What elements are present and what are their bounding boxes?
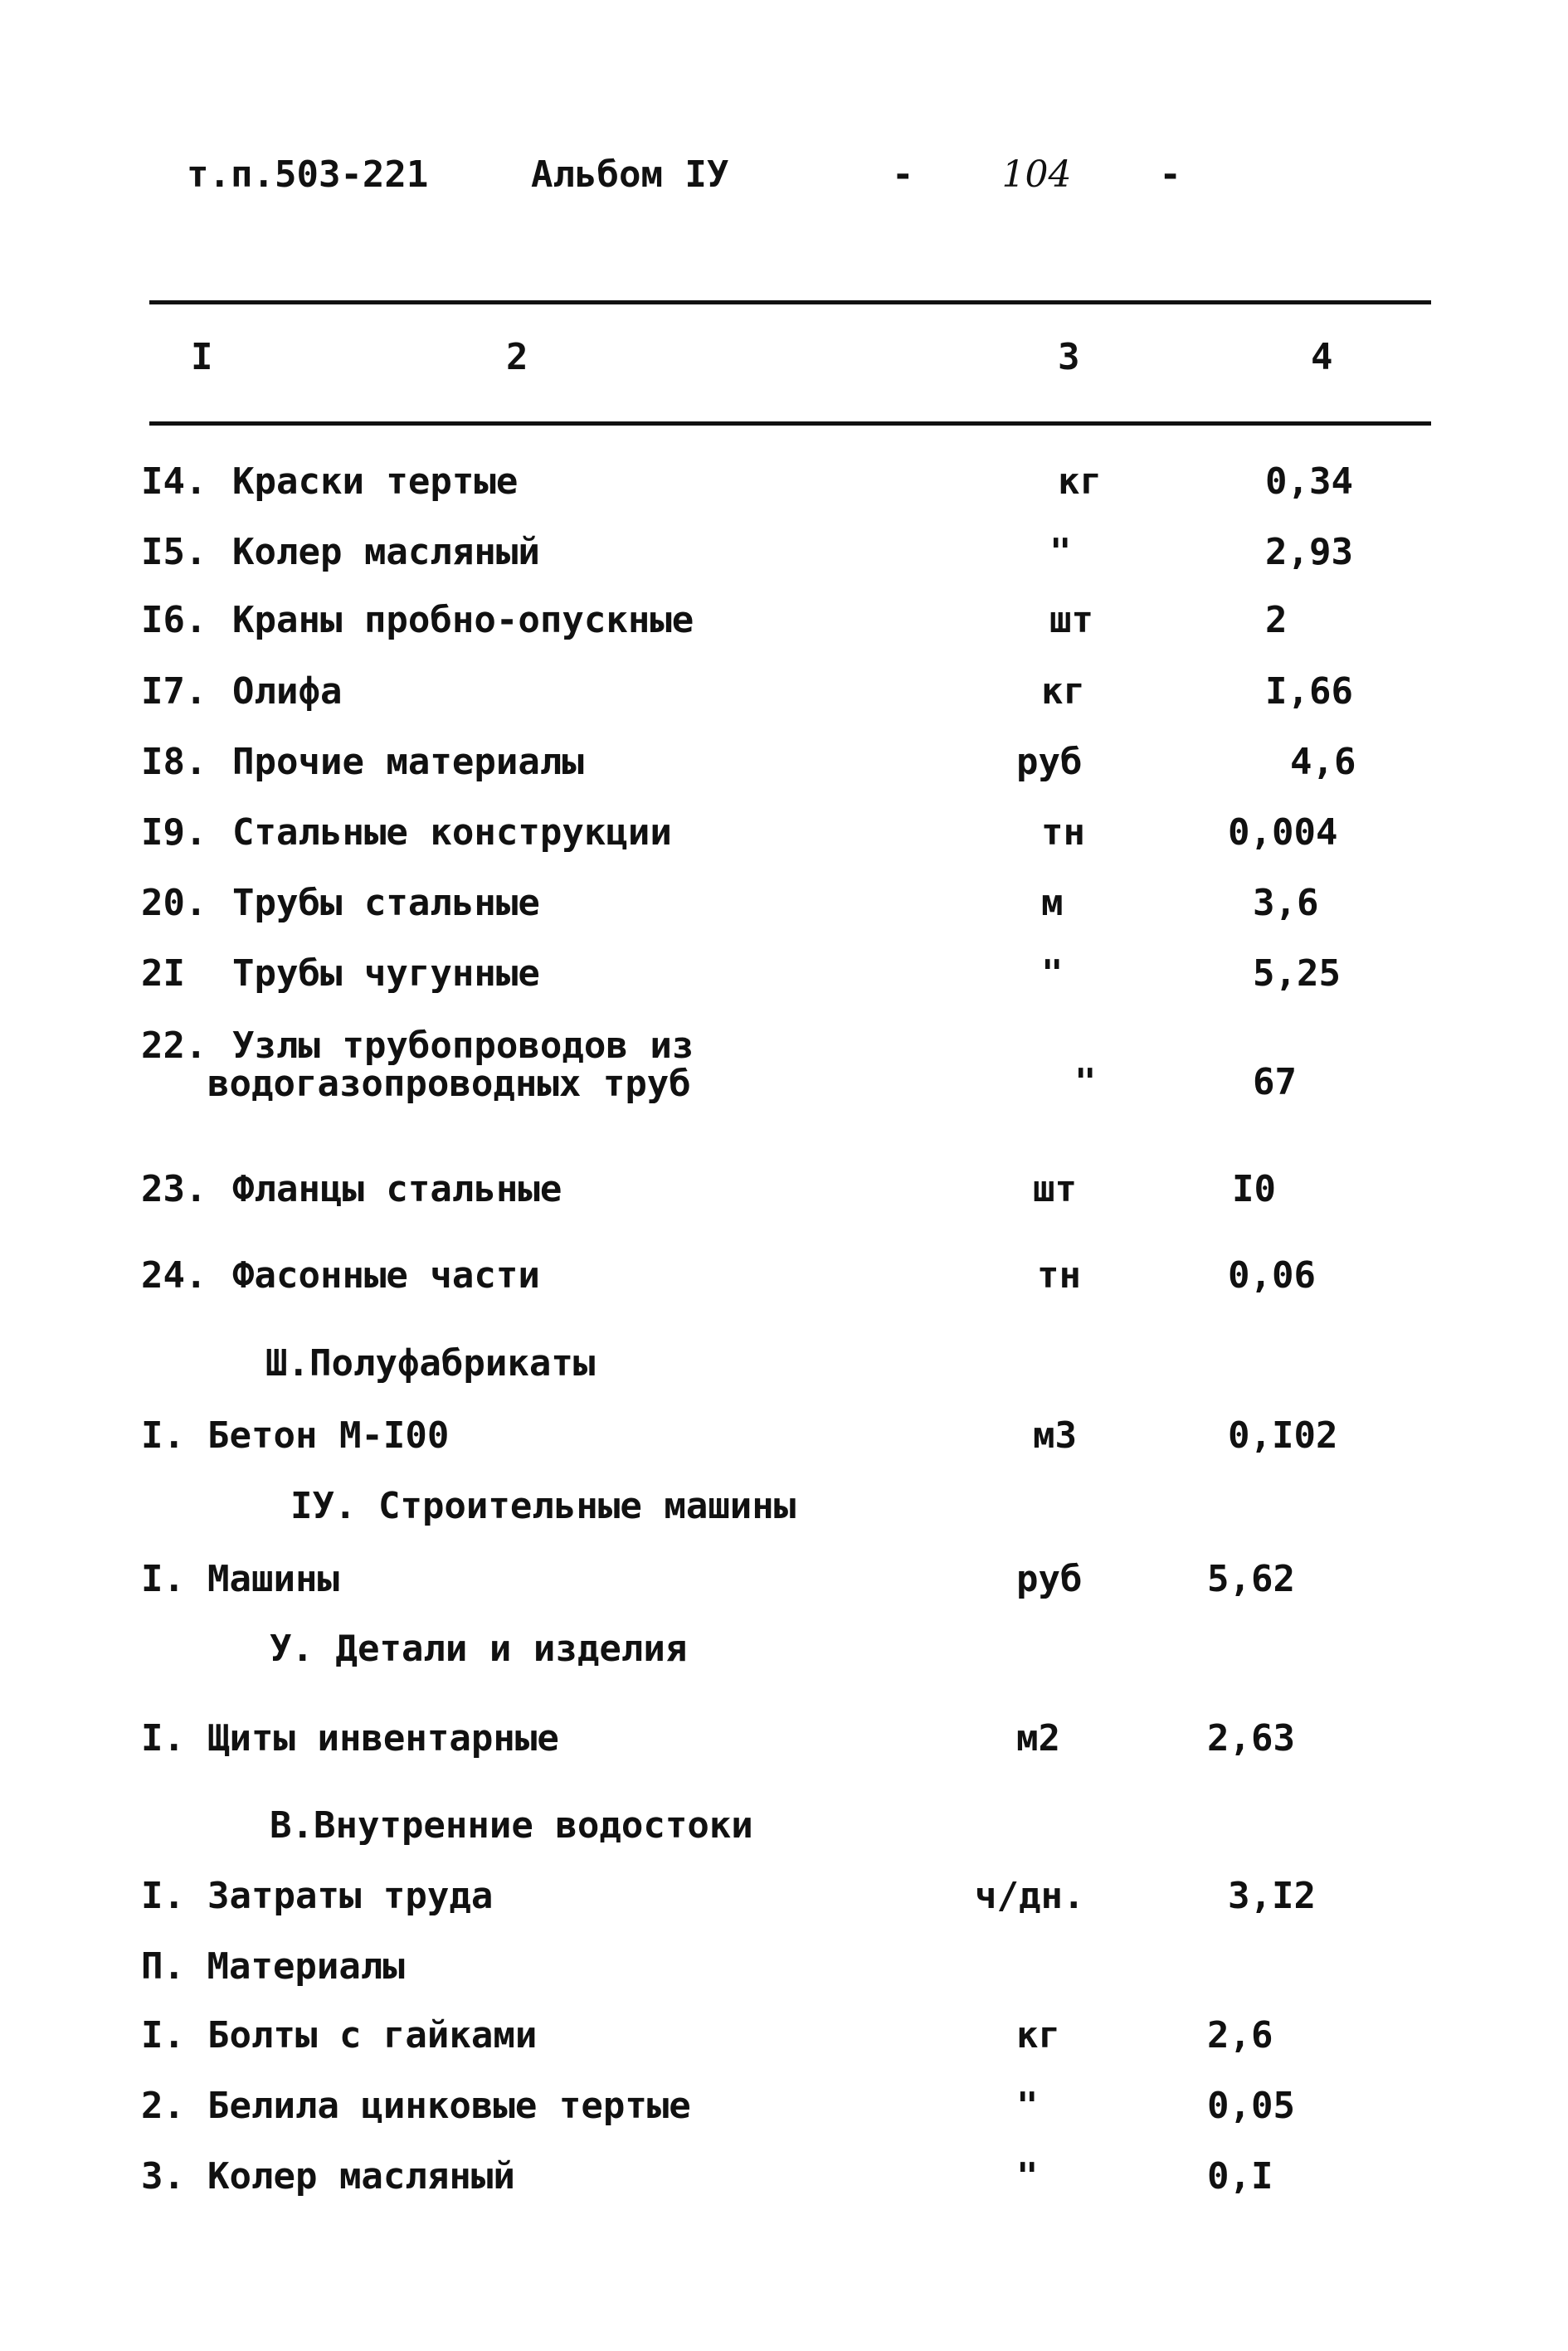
project-code: т.п.503-221 xyxy=(187,153,429,196)
row-number: I9. xyxy=(141,811,207,854)
row-value: I,66 xyxy=(1265,670,1353,713)
row-name: Колер масляный xyxy=(232,531,540,573)
row-name: Краски тертые xyxy=(232,460,519,503)
table-row xyxy=(0,531,1568,581)
row-value: 0,05 xyxy=(1207,2085,1295,2127)
row-unit: м2 xyxy=(1016,1717,1060,1760)
row-name: Болты с гайками xyxy=(207,2014,538,2057)
table-row-23 xyxy=(0,1168,1568,1218)
section-heading-machines: ІУ. Строительные машины xyxy=(290,1485,796,1527)
row-unit: кг xyxy=(1016,2014,1060,2057)
section-heading-semifinished: Ш.Полуфабрикаты xyxy=(265,1342,596,1385)
table-header-rule xyxy=(149,421,1431,426)
row-unit: руб xyxy=(1016,1558,1083,1600)
row-number: I. xyxy=(141,1717,185,1760)
row-number: 3. xyxy=(141,2155,185,2198)
row-name: Бетон М-I00 xyxy=(207,1414,450,1457)
row-unit: тн xyxy=(1041,811,1085,854)
row-unit: шт xyxy=(1049,599,1093,641)
row-value: 0,34 xyxy=(1265,460,1353,503)
row-number: I. xyxy=(141,1558,185,1600)
row-name: Стальные конструкции xyxy=(232,811,672,854)
row-value: 0,06 xyxy=(1228,1254,1316,1297)
subsection-materials: П. Материалы xyxy=(141,1945,405,1988)
row-number: I. xyxy=(141,1875,185,1917)
row-value: 3,I2 xyxy=(1228,1875,1316,1917)
row-value: 67 xyxy=(1253,1061,1297,1103)
row-number: I5. xyxy=(141,531,207,573)
row-number: I6. xyxy=(141,599,207,641)
row-unit: м xyxy=(1041,882,1064,924)
row-unit: " xyxy=(1049,531,1072,573)
table-row xyxy=(0,599,1568,649)
row-number: 23. xyxy=(141,1168,207,1210)
table-row xyxy=(0,1875,1568,1925)
column-header-4: 4 xyxy=(1311,336,1333,378)
page-dash-left: - xyxy=(892,153,914,196)
row-name: Белила цинковые тертые xyxy=(207,2085,691,2127)
row-value: 0,I xyxy=(1207,2155,1273,2198)
row-number: 2. xyxy=(141,2085,185,2127)
row-unit: " xyxy=(1041,952,1064,995)
row-value: 2 xyxy=(1265,599,1288,641)
row-number: 22. xyxy=(141,1025,207,1067)
row-number: I. xyxy=(141,1414,185,1457)
row-unit: " xyxy=(1016,2155,1039,2198)
row-value: 2,6 xyxy=(1207,2014,1273,2057)
page-number-line xyxy=(892,153,1181,196)
row-value: 3,6 xyxy=(1253,882,1319,924)
row-value: 5,62 xyxy=(1207,1558,1295,1600)
row-name: Машины xyxy=(207,1558,339,1600)
table-row-24 xyxy=(0,1254,1568,1304)
row-name: Краны пробно-опускные xyxy=(232,599,694,641)
table-row xyxy=(0,882,1568,932)
row-value: I0 xyxy=(1232,1168,1276,1210)
row-name: Трубы стальные xyxy=(232,882,540,924)
row-value: 0,004 xyxy=(1228,811,1338,854)
row-unit: " xyxy=(1016,2085,1039,2127)
row-value: 2,63 xyxy=(1207,1717,1295,1760)
column-header-3: 3 xyxy=(1058,336,1080,378)
table-row xyxy=(0,460,1568,510)
row-number: I7. xyxy=(141,670,207,713)
table-row xyxy=(0,2014,1568,2064)
column-header-2: 2 xyxy=(506,336,528,378)
column-header-1: I xyxy=(191,336,213,378)
row-number: 2I xyxy=(141,952,185,995)
row-unit: " xyxy=(1074,1061,1097,1103)
row-unit: тн xyxy=(1037,1254,1081,1297)
row-name: Трубы чугунные xyxy=(232,952,540,995)
row-name: Колер масляный xyxy=(207,2155,515,2198)
row-number: 20. xyxy=(141,882,207,924)
table-row xyxy=(0,811,1568,861)
row-value: 4,6 xyxy=(1290,741,1356,783)
table-row xyxy=(0,741,1568,791)
row-number: 24. xyxy=(141,1254,207,1297)
row-number: I. xyxy=(141,2014,185,2057)
table-row xyxy=(0,670,1568,720)
row-name: Прочие материалы xyxy=(232,741,584,783)
table-row-22 xyxy=(0,1025,1568,1116)
page-number: 104 xyxy=(1001,153,1072,196)
row-number: I8. xyxy=(141,741,207,783)
row-number: I4. xyxy=(141,460,207,503)
table-row xyxy=(0,1558,1568,1608)
table-row xyxy=(0,952,1568,1002)
row-unit: м3 xyxy=(1033,1414,1077,1457)
row-name: Щиты инвентарные xyxy=(207,1717,559,1760)
row-name-line1: Узлы трубопроводов из xyxy=(232,1025,694,1067)
section-heading-internal-drains: В.Внутренние водостоки xyxy=(270,1804,753,1847)
album-label: Альбом ІУ xyxy=(531,153,729,196)
table-top-rule xyxy=(149,300,1431,304)
row-value: 2,93 xyxy=(1265,531,1353,573)
row-value: 5,25 xyxy=(1253,952,1341,995)
row-name: Олифа xyxy=(232,670,343,713)
row-unit: кг xyxy=(1058,460,1102,503)
row-name-line2: водогазопроводных труб xyxy=(207,1063,691,1105)
row-unit: шт xyxy=(1033,1168,1077,1210)
section-heading-parts: У. Детали и изделия xyxy=(270,1628,688,1670)
row-unit: кг xyxy=(1041,670,1085,713)
row-name: Затраты труда xyxy=(207,1875,494,1917)
page-dash-right: - xyxy=(1159,153,1181,196)
table-row xyxy=(0,1414,1568,1464)
row-unit: ч/дн. xyxy=(975,1875,1085,1917)
table-row xyxy=(0,1717,1568,1767)
row-name: Фасонные части xyxy=(232,1254,540,1297)
row-name: Фланцы стальные xyxy=(232,1168,562,1210)
table-row xyxy=(0,2155,1568,2205)
row-value: 0,I02 xyxy=(1228,1414,1338,1457)
table-row xyxy=(0,2085,1568,2134)
row-unit: руб xyxy=(1016,741,1083,783)
